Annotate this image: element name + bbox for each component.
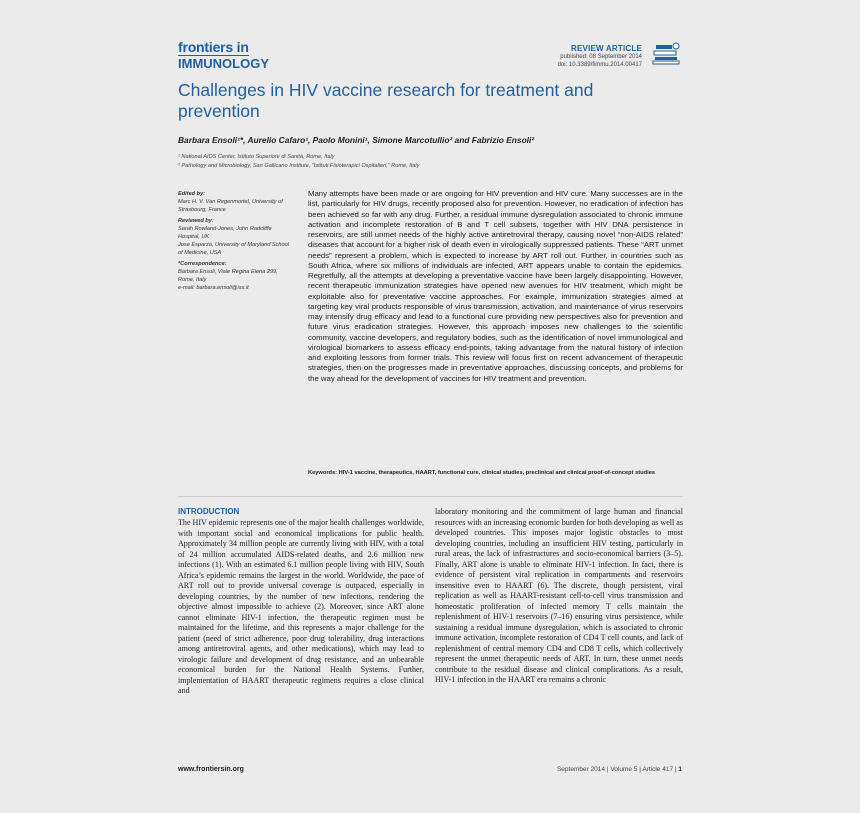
footer-website[interactable]: www.frontiersin.org: [178, 766, 244, 773]
article-meta: [558, 44, 642, 69]
review-article-icon: [652, 41, 682, 67]
intro-column-2: laboratory monitoring and the commitment of large human and financial resources with an increasing economic burden for both developing as well as developed countries. This imposes major logistic obstacles to most developing countries, including an insufficient HIV testing, particularly in rural areas, the lack of infrastructures and socio-economical barriers (3–5). Finally, ART alone is unable to eliminate HIV-1 infection. In fact, there is evidence of persistent viral replication in compartments and reservoirs insensitive even to HAART (6). The discrete, though persistent, viral replication as well as HAART-resistant cell-to-cell virus transmission and homeostatic proliferation of infected memory T cells maintain the replenishment of HIV-1 reservoirs (7–16) ensuring virus persistence, while sustaining a residual immune dysregulation, which is associated to chronic immune activation, incomplete restoration of CD4 T cell counts, and lack of replenishment of central memory CD4 and CD8 T cells, which collectively represent the unmet therapeutic needs of ART. In turn, these unmet needs contribute to the residual disease and clinical complications. As a result, HIV-1 infection in the HAART era remains a chronic: [435, 507, 683, 684]
journal-logo: [178, 40, 269, 70]
affiliation-1: ¹ National AIDS Center, Istituto Superiore di Sanità, Rome, Italy: [178, 154, 335, 160]
correspondence: Barbara Ensoli, Viale Regina Elena 299, Rome, Italy e-mail: barbara.ensoli@iss.it: [178, 269, 278, 291]
introduction-heading: INTRODUCTION: [178, 507, 240, 516]
article-type: REVIEW ARTICLE: [571, 44, 642, 53]
page-number: 1: [678, 766, 682, 773]
published-date: published: 08 September 2014: [560, 54, 642, 60]
logo-line-2: IMMUNOLOGY: [178, 56, 269, 71]
edited-by-label: Edited by:: [178, 191, 206, 197]
intro-column-1: The HIV epidemic represents one of the major health challenges worldwide, with important social and economical implications for public health. Approximately 34 million people are currently living with HIV, with a total of 24 million accumulated AIDS-related deaths, and 2.6 million new infections (1). With an estimated 6.1 million people living with HIV, South Africa’s epidemic remains the largest in the world. Worldwide, the pace of ART roll out to provide universal coverage is outpaced, especially in developing countries, by the number of new infections, rendering the objective almost impossible to achieve (2). Moreover, since ART alone cannot eliminate HIV-1 infection, the therapeutic regimen must be maintained for the lifetime, and this represents a major challenge for the patient (need of strict adherence, poor drug tolerability, drug interactions among antiretroviral agents, and other medications), which may lead to virologic failure and development of drug resistance, and an unbearable economical burden for the National Health Systems. Further, implementation of HAART therapeutic regimens requires a close clinical and: [178, 518, 424, 695]
affiliations: [178, 153, 678, 171]
section-divider: [178, 496, 683, 497]
reviewed-by-label: Reviewed by:: [178, 218, 214, 224]
reviewed-by: Sarah Rowland-Jones, John Radcliffe Hospital, UK Jose Esparza, University of Maryland School of Medicine, USA: [178, 226, 289, 256]
doi: doi: 10.3389/fimmu.2014.00417: [557, 62, 642, 68]
keywords: Keywords: HIV-1 vaccine, therapeutics, HAART, functional cure, clinical studies, preclinical and clinical proof-of-concept studies: [308, 470, 656, 476]
abstract: Many attempts have been made or are ongoing for HIV prevention and HIV cure. Many successes are in the list, particularly for HIV drugs, recently proposed also for prevention. However, no eradication of infection has been achieved so far with any drug. Further, a residual immune dysregulation associated to chronic immune activation and incomplete restoration of B and T cell subsets, together with HIV DNA persistence in reservoirs, are still unmet needs of the highly active antiretroviral therapy, causing novel “non-AIDS related” diseases that account for a higher risk of death even in virologically suppressed patients. These “ART unmet needs” represent a problem, which is expected to increase by ART roll out. Further, in countries such as South Africa, where six millions of individuals are infected, ART appears unable to contain the epidemics. Regretfully, all the attempts at developing a preventative vaccine have been largely disappointing. However, recent therapeutic immunization strategies have opened new avenues for HIV treatment, which might be exploitable also for preventative vaccine approaches. For example, immunization strategies aimed at targeting key viral products responsible of virus transmission, activation, and maintenance of virus reservoirs may intensify drug efficacy and lead to a functional cure providing new perspectives also for prevention and future virus eradication strategies. However, this approach imposes new challenges to the scientific community, vaccine developers, and regulatory bodies, such as the identification of novel immunological and virological biomarkers to assess efficacy end-points, taking advantage from the natural history of infection and exploiting lessons from former trials. This review will focus first on recent advancement of therapeutic strategies, then on the progresses made in preventative approaches, discussing concepts, and problems for the way ahead for the development of vaccines for HIV treatment and prevention.: [308, 189, 683, 383]
edited-by: Marc H. V. Van Regenmortel, University of Strasbourg, France: [178, 199, 283, 213]
editorial-sidebar: [178, 190, 293, 295]
correspondence-label: *Correspondence:: [178, 261, 227, 267]
footer-issue-text: September 2014 | Volume 5 | Article 417 |: [556, 766, 677, 773]
footer-issue: [557, 766, 682, 773]
logo-line-1: frontiers in: [178, 39, 249, 55]
author-list: Barbara Ensoli¹*, Aurelio Cafaro¹, Paolo Monini¹, Simone Marcotullio² and Fabrizio Ensoli²: [178, 135, 535, 145]
article-title: Challenges in HIV vaccine research for treatment and prevention: [178, 80, 594, 121]
affiliation-2: ² Pathology and Microbiology, San Gallicano Institute, “Istituti Fisioterapici Ospitalieri,” Rome, Italy: [178, 163, 420, 169]
